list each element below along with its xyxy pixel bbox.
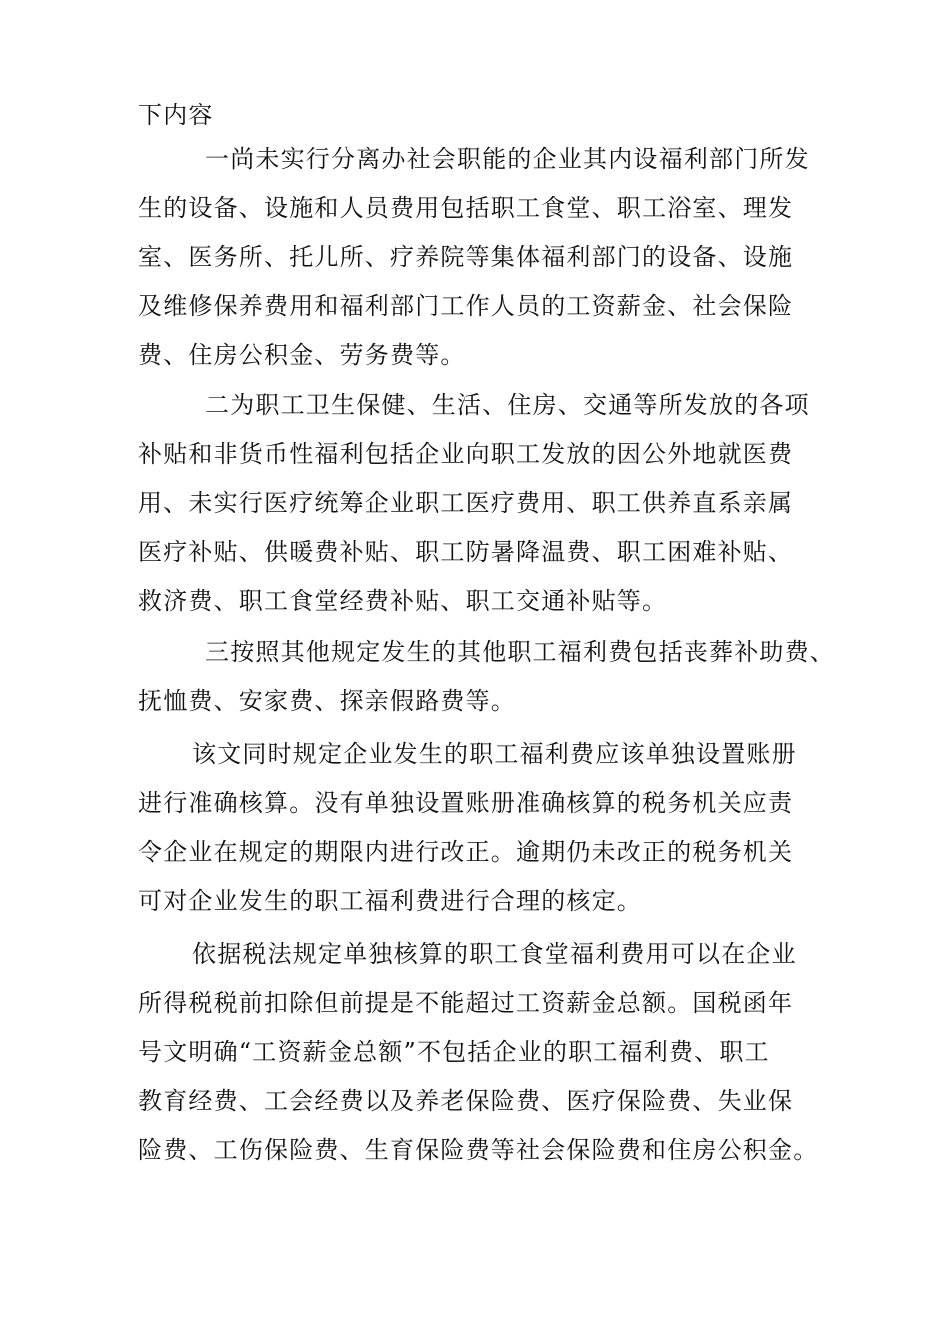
paragraph-2-line-4: 医疗补贴、供暖费补贴、职工防暑降温费、职工困难补贴、 bbox=[138, 538, 794, 566]
paragraph-1-line-4: 及维修保养费用和福利部门工作人员的工资薪金、社会保险 bbox=[138, 292, 794, 320]
paragraph-2-line-5: 救济费、职工食堂经费补贴、职工交通补贴等。 bbox=[138, 587, 668, 615]
paragraph-4-line-1: 该文同时规定企业发生的职工福利费应该单独设置账册 bbox=[192, 740, 797, 768]
paragraph-2-line-3: 用、未实行医疗统筹企业职工医疗费用、职工供养直系亲属 bbox=[138, 489, 794, 517]
paragraph-5-line-5: 险费、工伤保险费、生育保险费等社会保险费和住房公积金。 bbox=[138, 1136, 819, 1164]
paragraph-2-line-2: 补贴和非货币性福利包括企业向职工发放的因公外地就医费 bbox=[138, 440, 794, 468]
paragraph-1-line-1: 一尚未实行分离办社会职能的企业其内设福利部门所发 bbox=[205, 145, 810, 173]
paragraph-5-line-2: 所得税税前扣除但前提是不能超过工资薪金总额。国税函年 bbox=[138, 989, 794, 1017]
paragraph-5-line-1: 依据税法规定单独核算的职工食堂福利费用可以在企业 bbox=[192, 940, 797, 968]
paragraph-4-line-4: 可对企业发生的职工福利费进行合理的核定。 bbox=[138, 887, 642, 915]
paragraph-5-line-3: 号文明确“工资薪金总额”不包括企业的职工福利费、职工 bbox=[138, 1038, 770, 1066]
paragraph-1-line-3: 室、医务所、托儿所、疗养院等集体福利部门的设备、设施 bbox=[138, 243, 794, 271]
paragraph-3-line-2: 抚恤费、安家费、探亲假路费等。 bbox=[138, 687, 516, 715]
paragraph-1-line-5: 费、住房公积金、劳务费等。 bbox=[138, 341, 466, 369]
paragraph-5-line-4: 教育经费、工会经费以及养老保险费、医疗保险费、失业保 bbox=[138, 1087, 794, 1115]
paragraph-3-line-1: 三按照其他规定发生的其他职工福利费包括丧葬补助费、 bbox=[205, 638, 835, 666]
paragraph-1-line-2: 生的设备、设施和人员费用包括职工食堂、职工浴室、理发 bbox=[138, 194, 794, 222]
paragraph-4-line-2: 进行准确核算。没有单独设置账册准确核算的税务机关应责 bbox=[138, 789, 794, 817]
text-line-continuation: 下内容 bbox=[138, 101, 214, 129]
paragraph-4-line-3: 令企业在规定的期限内进行改正。逾期仍未改正的税务机关 bbox=[138, 838, 794, 866]
paragraph-2-line-1: 二为职工卫生保健、生活、住房、交通等所发放的各项 bbox=[205, 391, 810, 419]
